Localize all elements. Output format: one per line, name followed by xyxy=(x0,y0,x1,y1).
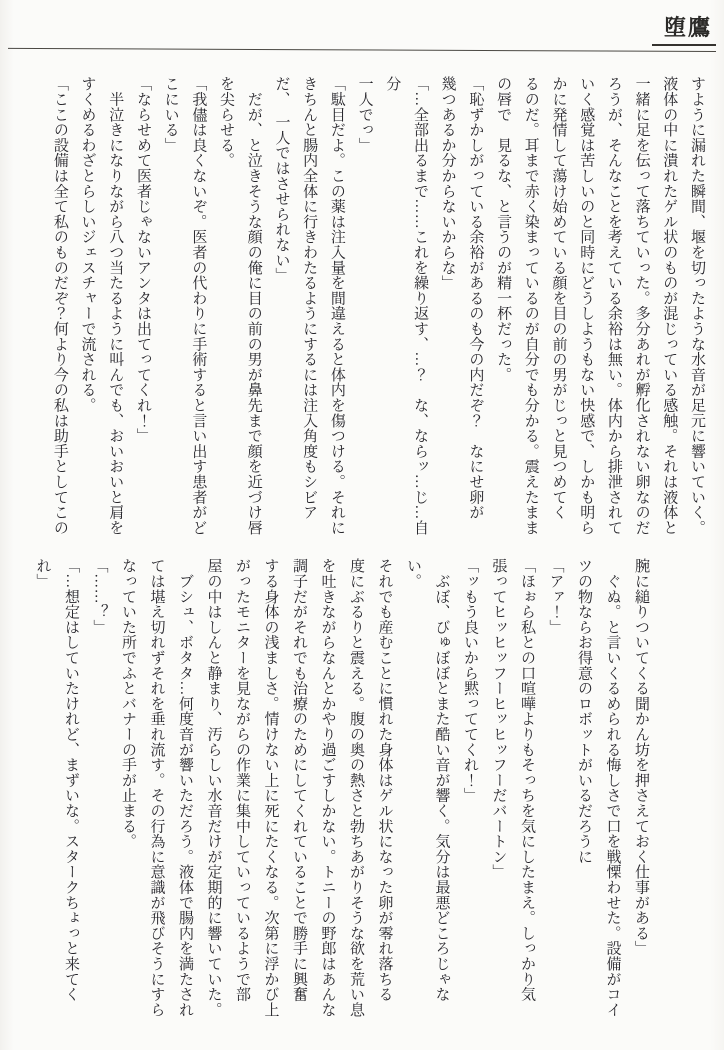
text-column: 度にぶるりと震える。腹の奥の熱さと勃ちあがりそうな欲を荒い息 xyxy=(348,558,364,1017)
text-column: 「駄目だよ。この薬は注入量を間違えると体内を傷つける。それに xyxy=(328,76,345,535)
text-column: 「ッもう良いから黙っててくれ！」 xyxy=(462,558,478,803)
text-column: する身体の浅ましさ。情けない上に死にたくなる。次第に浮かび上 xyxy=(262,558,279,1017)
text-column: 「恥ずかしがっている余裕があるのも今の内だぞ？ なにせ卵が xyxy=(467,76,484,520)
text-column: だが、と泣きそうな顔の俺に目の前の男が鼻先まで顔を近づけ唇 xyxy=(245,76,262,535)
text-column: なっていた所でふとバナーの手が止まる。 xyxy=(120,558,136,849)
text-column: ツの物ならお得意のロボットがいるだろうに xyxy=(576,558,592,864)
text-column: それでも産むことに慣れた身体はゲル状になった卵が零れ落ちる xyxy=(376,558,393,1002)
text-column: 一緒に足を伝って落ちていった。多分あれが孵化されない卵なのだ xyxy=(633,76,650,535)
text-column: ろうが、そんなことを考えている余裕は無い。体内から排泄されて xyxy=(605,76,622,535)
text-column: 「我儘は良くないぞ。医者の代わりに手術すると言い出す患者がど xyxy=(190,76,207,535)
text-column: 「アァ！」 xyxy=(547,558,564,635)
text-column: かに発情して蕩け始めている顔を目の前の男がじっと見つめてく xyxy=(550,76,567,520)
text-column: ぶぼ、びゅぼぼとまた酷い音が響く。気分は最悪どころじゃない。 xyxy=(405,558,450,1002)
text-column: すくめるわざとらしいジェスチャーで流される。 xyxy=(79,76,96,413)
text-column: 幾つあるか分からないからな」 xyxy=(439,76,456,291)
text-column: こにいる」 xyxy=(162,76,179,153)
text-column: 「ここの設備は全て私のものだぞ？何より今の私は助手としてこの xyxy=(51,76,68,535)
text-column: ぐぬ。と言いくるめられる悔しさで口を戦慄わせた。設備がコイ xyxy=(604,558,621,1017)
text-column: 液体の中に潰れたゲル状のものが混じっている感触。それは液体と xyxy=(661,76,678,535)
text-column: を吐きながらなんとかやり過ごすしかない。トニーの野郎はあんな xyxy=(319,558,336,1017)
text-column: 腕に縋りついてくる聞かん坊を押さえておく仕事がある」 xyxy=(633,558,649,956)
text-column: いく感覚は苦しいのと同時にどうしようもない快感で、しかも明ら xyxy=(578,76,595,535)
text-column: の唇で 見るな、と言うのが精一杯だった。 xyxy=(495,76,512,382)
text-column: きちんと腸内全体に行きわたるようにするには注入角度もシビア xyxy=(301,76,318,520)
text-column: を尖らせる。 xyxy=(218,76,235,168)
text-column: 「……？」 xyxy=(91,558,108,635)
text-column: ブシュ、ボタタ…何度音が響いただろう。液体で腸内を満たされ xyxy=(177,558,193,1017)
text-column: 張ってヒッヒッフーヒッヒッフーだバートン」 xyxy=(490,558,507,880)
text-column: すように漏れた瞬間、堰を切ったような水音が足元に響いていく。 xyxy=(689,76,705,535)
top-text-block xyxy=(45,76,710,542)
header-rule xyxy=(8,48,716,52)
text-column: 一人でっ」 xyxy=(356,76,373,153)
text-column: 「ほぉら私との口喧嘩よりもそっちを気にしたまえ。しっかり気 xyxy=(519,558,535,1002)
text-column: 調子だがそれでも治療のためにしてくれていることで勝手に興奮 xyxy=(291,558,307,1002)
text-column: 半泣きになりながら八つ当たるように叫んでも、おいおいと肩を xyxy=(107,76,124,535)
page-title: 堕鷹 xyxy=(652,15,716,46)
text-column: 「…全部出るまで……これを繰り返す、…？ な、ならッ…じ…自分 xyxy=(384,76,428,535)
text-column: 「ならせめて医者じゃないアンタは出てってくれ！」 xyxy=(134,76,151,444)
text-column: 屋の中はしんと静まり、汚らしい水音だけが定期的に響いていた。 xyxy=(205,558,222,1017)
text-column: がったモニターを見ながらの作業に集中していっているようで部 xyxy=(234,558,250,1002)
text-column: だ、 一人ではさせられない」 xyxy=(273,76,290,283)
text-column: るのだ。耳まで赤く染まっているのが自分でも分かる。震えたまま xyxy=(522,76,539,535)
bottom-text-block xyxy=(28,558,655,1024)
text-column: ては堪え切れずそれを垂れ流す。その行為に意識が飛びそうにすら xyxy=(148,558,165,1017)
text-column: 「…想定はしていたけれど、まずいな。スタークちょっと来てくれ」 xyxy=(34,558,79,1002)
